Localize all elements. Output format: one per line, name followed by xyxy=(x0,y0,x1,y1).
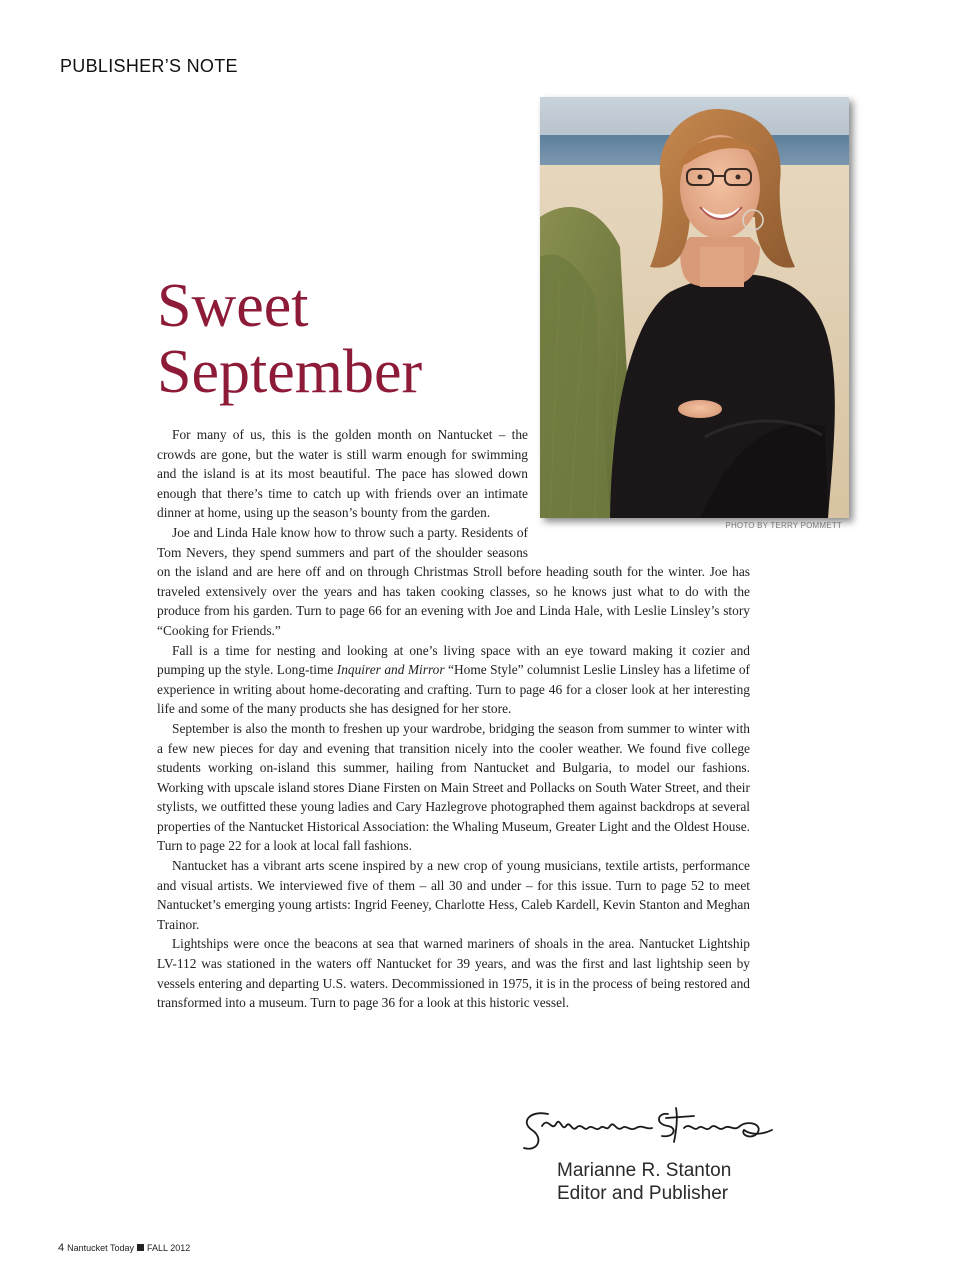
paragraph-3 xyxy=(157,641,750,719)
headline-line-1: Sweet xyxy=(157,272,309,340)
paragraph-5: Nantucket has a vibrant arts scene inspired by a new crop of young musicians, textile artists, performance and visual artists. We interviewed five of them – all 30 and under – for this issue. Turn to page 52 to meet Nantucket’s emerging young artists: Ingrid Feeney, Charlotte Hess, Caleb Kardell, Kevin Stanton and Meghan Trainor. xyxy=(157,858,750,932)
paragraph-6: Lightships were once the beacons at sea that warned mariners of shoals in the area. Nantucket Lightship LV-112 was stationed in the waters off Nantucket for 39 years, and was the first and last lightship seen by vessels entering and departing U.S. waters. Decommissioned in 1975, it is in the process of being restored and transformed into a museum. Turn to page 36 for a look at this historic vessel. xyxy=(157,936,750,1011)
section-label: PUBLISHER’S NOTE xyxy=(60,56,238,76)
signature-title: Editor and Publisher xyxy=(557,1183,729,1204)
publication-title: Inquirer and Mirror xyxy=(336,662,445,678)
paragraph-3-text-b: “Home Style” columnist Leslie Linsley has a lifetime of experience in writing about home-decorating and crafting. Turn to page 46 for a closer look at her interesting life and some of the many products she has designed for her store. xyxy=(157,662,751,717)
paragraph-3-text-a: Fall is a time for nesting and looking at one’s living space with an eye toward making it cozier and pumping up the style. Long-time xyxy=(157,642,750,678)
signature-name: Marianne R. Stanton xyxy=(557,1160,732,1181)
headline xyxy=(157,273,422,405)
photo-credit: PHOTO BY TERRY POMMETT xyxy=(725,521,842,530)
paragraph-2: Joe and Linda Hale know how to throw such a party. Residents of Tom Nevers, they spend summers and part of the shoulder seasons on the island and are here off and on through Christmas Stroll before heading south for the winter. Joe has traveled extensively over the years and has taken cooking classes, so he knows just what to do with the produce from his garden. Turn to page 66 for an evening with Joe and Linda Hale, with Leslie Linsley’s story “Cooking for Friends.” xyxy=(157,524,750,638)
publication-name: Nantucket Today xyxy=(67,1243,135,1253)
page-number: 4 xyxy=(58,1242,65,1254)
headline-line-2: September xyxy=(157,338,423,406)
paragraph-4: September is also the month to freshen up your wardrobe, bridging the season from summer to winter with a few new pieces for day and evening that transition nicely into the cooler weather. We found five college students working on-island this summer, hailing from Nantucket and Bulgaria, to model our fashions. Working with upscale island stores Diane Firsten on Main Street and Pollacks on South Water Street, and their stylists, we outfitted these young ladies and Cary Hazlegrove photographed them against backdrops at several properties of the Nantucket Historical Association: the Whaling Museum, Greater Light and the Oldest House. Turn to page 22 for a look at local fall fashions. xyxy=(157,720,750,854)
paragraph-1: For many of us, this is the golden month on Nantucket – the crowds are gone, but the water is still warm enough for swimming and the island is at its most beautiful. The pace has slowed down enough that there’s time to catch up with friends over an intimate dinner at home, using up the season’s bounty from the garden. xyxy=(157,427,528,521)
article-body xyxy=(157,425,750,1013)
signature-icon xyxy=(518,1102,780,1162)
separator-square-icon xyxy=(137,1244,144,1251)
folio xyxy=(58,1242,190,1254)
issue-date: FALL 2012 xyxy=(147,1243,191,1253)
